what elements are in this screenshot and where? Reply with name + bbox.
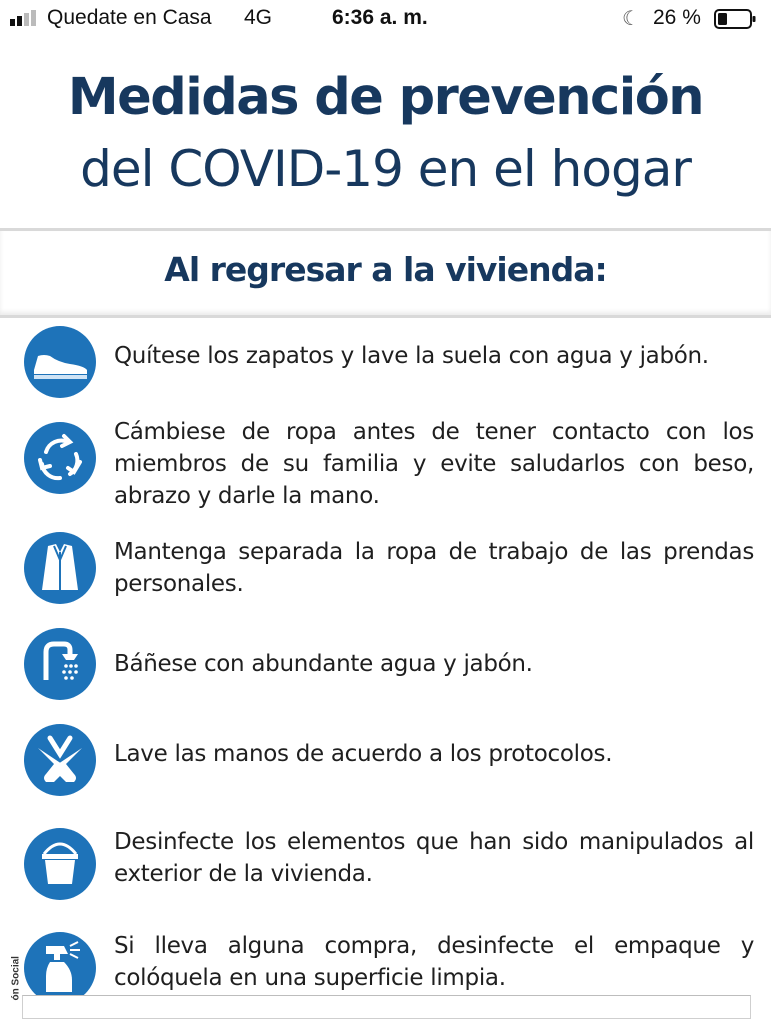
hand-wash-icon — [24, 724, 96, 796]
list-item — [0, 818, 771, 902]
list-item — [0, 414, 771, 514]
carrier-name: Quedate en Casa — [47, 6, 212, 29]
list-item-text: Lave las manos de acuerdo a los protocolos. — [114, 741, 613, 767]
status-bar — [0, 0, 771, 36]
recycle-icon — [24, 422, 96, 494]
poster-title: Medidas de prevención — [67, 68, 704, 127]
shoe-icon — [24, 326, 96, 398]
list-item-text: Quítese los zapatos y lave la suela con agua y jabón. — [114, 343, 709, 369]
list-item — [0, 530, 771, 610]
list-item-text: Si lleva alguna compra, desinfecte el empaque y colóquela en una superficie limpia. — [114, 933, 754, 991]
battery-percent: 26 % — [653, 6, 701, 29]
battery-icon — [714, 9, 756, 29]
shower-icon — [24, 628, 96, 700]
spray-bottle-icon — [24, 932, 96, 1004]
signal-icon — [10, 10, 40, 26]
poster-title-line2: del COVID-19 en el hogar — [80, 140, 691, 198]
bottom-divider — [22, 995, 751, 1019]
do-not-disturb-icon: ☾ — [622, 8, 640, 30]
list-item-text: Desinfecte los elementos que han sido manipulados al exterior de la vivienda. — [114, 829, 754, 887]
list-item — [0, 720, 771, 800]
side-credit-label: ón Social — [10, 956, 22, 1001]
list-item-text: Báñese con abundante agua y jabón. — [114, 651, 533, 677]
list-item — [0, 920, 771, 1000]
clock: 6:36 a. m. — [332, 6, 428, 29]
network-type: 4G — [244, 6, 273, 29]
list-item — [0, 322, 771, 402]
poster-subtitle: Al regresar a la vivienda: — [164, 250, 607, 289]
list-item-text: Cámbiese de ropa antes de tener contacto con los miembros de su familia y evite saludarlos con beso, abrazo y darle la mano. — [114, 419, 754, 509]
bucket-icon — [24, 828, 96, 900]
list-item-text: Mantenga separada la ropa de trabajo de las prendas personales. — [114, 539, 754, 597]
list-item — [0, 626, 771, 706]
clothes-icon — [24, 532, 96, 604]
